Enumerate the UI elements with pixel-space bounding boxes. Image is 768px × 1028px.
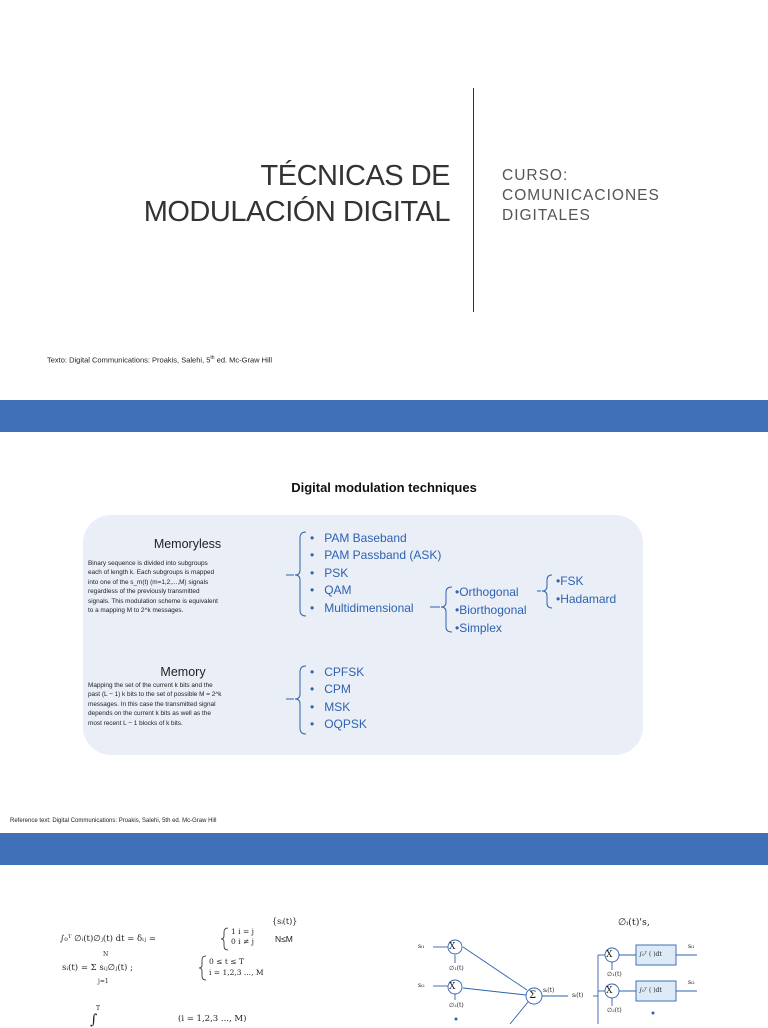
subtechnique-item: •Orthogonal xyxy=(455,585,519,599)
phi1-label: ∅₁(t) xyxy=(449,965,464,972)
orthonormal-equation: ∫₀ᵀ ∅ᵢ(t)∅ⱼ(t) dt = δᵢⱼ = xyxy=(60,934,156,944)
demod-multiply-symbol-2: X xyxy=(606,986,613,996)
technique-item: • PAM Baseband xyxy=(310,531,407,545)
sum-upper-limit: N xyxy=(103,951,109,958)
branch1-to-sum xyxy=(463,947,527,990)
subtitle-line-3: DIGITALES xyxy=(502,207,591,224)
branch2-to-sum xyxy=(463,988,526,995)
branch3-to-sum xyxy=(510,1002,528,1024)
demod-phi1-label: ∅₁(t) xyxy=(607,971,622,978)
continuation-dot xyxy=(652,1012,655,1015)
output-s-i1: sᵢ₁ xyxy=(688,943,695,950)
technique-item: • OQPSK xyxy=(310,717,367,732)
phi2-label: ∅₂(t) xyxy=(449,1002,464,1009)
subsub-label: Hadamard xyxy=(560,592,617,606)
reference-text: Reference text: Digital Communications: Proakis, Salehi, 5th ed. Mc-Graw Hill xyxy=(10,818,217,824)
integral-upper-limit: T xyxy=(96,1005,101,1012)
subtechnique-label: Biorthogonal xyxy=(459,603,527,617)
memoryless-line: to a mapping M to 2^k messages. xyxy=(88,607,184,615)
technique-label: CPM xyxy=(324,682,351,697)
demod-phi2-label: ∅₂(t) xyxy=(607,1007,622,1014)
title-line-2: MODULACIÓN DIGITAL xyxy=(143,196,450,228)
memory-line: depends on the current k bits as well as the xyxy=(88,710,211,718)
subtechnique-item: •Biorthogonal xyxy=(455,603,527,617)
signal-set-label: {sᵢ(t)} xyxy=(272,917,298,926)
eq1-case: 0 i ≠ j xyxy=(231,937,254,946)
input-s-i1: sᵢ₁ xyxy=(418,943,425,950)
technique-label: CPFSK xyxy=(324,665,365,679)
sum-symbol: Σ xyxy=(529,990,537,1001)
eq2-case: i = 1,2,3 ..., M xyxy=(209,968,264,977)
technique-item: • CPFSK xyxy=(310,665,365,679)
memoryless-line: into one of the s_m(t) (m=1,2,...,M) signals xyxy=(88,578,209,586)
output-s-i2: sᵢ₂ xyxy=(688,979,695,986)
eq1-case: 1 i = j xyxy=(231,927,254,936)
coefficient-range: (i = 1,2,3 ..., M) xyxy=(178,1014,247,1024)
demod-multiply-symbol-1: X xyxy=(606,950,613,960)
integrator-label-1: ∫₀ᵀ ( )dt xyxy=(639,951,662,958)
memoryless-line: signals. This modulation scheme is equivalent xyxy=(88,597,218,605)
memoryless-line: Binary sequence is divided into subgroups xyxy=(88,560,208,567)
subtitle-line-1: CURSO: xyxy=(502,167,569,184)
subsub-label: FSK xyxy=(560,574,584,588)
subsub-item: •Hadamard xyxy=(556,592,617,606)
multiply-symbol-1: X xyxy=(449,942,456,952)
technique-label: QAM xyxy=(324,583,352,598)
memoryless-line: regardless of the previously transmitted xyxy=(88,588,200,596)
technique-label: PAM Passband (ASK) xyxy=(324,548,442,563)
technique-item: • QAM xyxy=(310,583,352,598)
technique-item: • Multidimensional xyxy=(310,600,414,615)
memory-line: messages. In this case the transmitted signal xyxy=(88,700,216,708)
eq2-case: 0 ≤ t ≤ T xyxy=(209,957,244,966)
source-sup: th xyxy=(210,355,215,361)
technique-label: OQPSK xyxy=(324,717,367,732)
sum-lower-limit: j=1 xyxy=(98,978,109,985)
memory-heading: Memory xyxy=(160,665,206,679)
technique-label: PAM Baseband xyxy=(324,531,407,545)
subtitle-line-2: COMUNICACIONES xyxy=(502,187,660,204)
multiply-symbol-2: X xyxy=(449,982,456,992)
input-s-i2: sᵢ₂ xyxy=(418,982,425,989)
subtechnique-item: •Simplex xyxy=(455,621,502,635)
received-signal-label: sᵢ(t) xyxy=(572,992,584,999)
memory-line: Mapping the set of the current k bits and the xyxy=(88,682,213,689)
technique-label: MSK xyxy=(324,699,351,714)
memory-line: past (L − 1) k bits to the set of possible M = 2^k xyxy=(88,691,222,699)
integrator-label-2: ∫₀ᵀ ( )dt xyxy=(639,987,662,994)
continuation-dot xyxy=(455,1018,458,1021)
diagram-dots xyxy=(455,1012,655,1021)
source-suffix: ed. Mc-Graw Hill xyxy=(214,355,273,365)
title-line-1: TÉCNICAS DE xyxy=(260,160,450,192)
slide2-title: Digital modulation techniques xyxy=(291,480,477,495)
memoryless-heading: Memoryless xyxy=(153,537,222,551)
modulated-signal-label: sᵢ(t) xyxy=(543,987,555,994)
eq1-suffix: N≤M xyxy=(275,934,293,944)
basis-functions-label: ∅ᵢ(t)'s, xyxy=(618,917,650,928)
technique-label: Multidimensional xyxy=(324,600,414,615)
memory-line: most recent L − 1 blocks of k bits. xyxy=(88,719,183,727)
technique-item: • PSK xyxy=(310,565,349,580)
subtechnique-label: Orthogonal xyxy=(459,585,519,599)
subtechnique-label: Simplex xyxy=(459,621,502,635)
technique-item: • CPM xyxy=(310,682,351,697)
memoryless-line: each of length k. Each subgroups is mapped xyxy=(88,569,215,577)
source-prefix: Texto: Digital Communications: Proakis, Salehi, 5 xyxy=(47,355,211,365)
technique-label: PSK xyxy=(324,565,349,580)
expansion-equation: sᵢ(t) = Σ sᵢⱼ∅ⱼ(t) ; xyxy=(62,963,133,973)
subsub-item: •FSK xyxy=(556,574,584,588)
technique-item: • MSK xyxy=(310,699,351,714)
integral-sign: ∫ xyxy=(90,1012,98,1028)
technique-item: • PAM Passband (ASK) xyxy=(310,548,442,563)
